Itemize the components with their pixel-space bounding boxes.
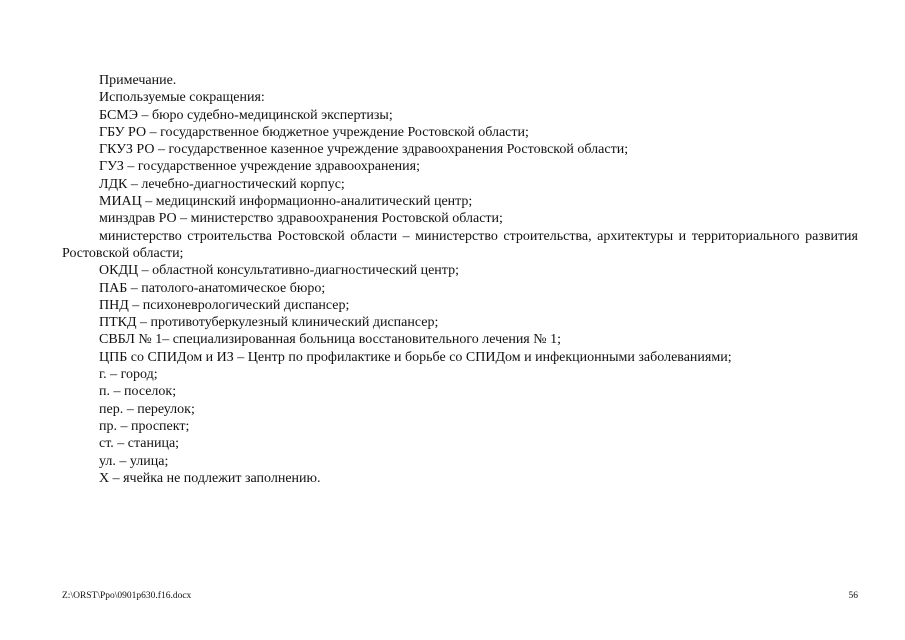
abbreviation-item: ГКУЗ РО – государственное казенное учреждение здравоохранения Ростовской области; [99, 142, 629, 158]
abbreviation-item: пер. – переулок; [99, 401, 195, 417]
abbreviation-item: п. – поселок; [99, 384, 177, 400]
footer-file-path: Z:\ORST\Ppo\0901p630.f16.docx [62, 591, 192, 601]
abbreviation-item: министерство строительства Ростовской области – министерство строительства, архитектуры и территориального развития Ростовской области; [62, 228, 858, 261]
abbreviation-item: Х – ячейка не подлежит заполнению. [99, 470, 321, 486]
abbreviations-intro: Используемые сокращения: [99, 90, 265, 106]
abbreviation-item: минздрав РО – министерство здравоохранения Ростовской области; [99, 211, 503, 227]
abbreviation-item: ЦПБ со СПИДом и ИЗ – Центр по профилактике и борьбе со СПИДом и инфекционными заболеваниями; [99, 349, 732, 365]
note-block [62, 72, 858, 487]
abbreviation-item: ГБУ РО – государственное бюджетное учреждение Ростовской области; [99, 124, 529, 140]
abbreviation-item: пр. – проспект; [99, 418, 190, 434]
abbreviation-item: СВБЛ № 1– специализированная больница восстановительного лечения № 1; [99, 332, 561, 348]
abbreviation-item: г. – город; [99, 367, 158, 383]
abbreviation-item: МИАЦ – медицинский информационно-аналитический центр; [99, 194, 473, 210]
abbreviation-item: ул. – улица; [99, 453, 169, 469]
abbreviation-item: БСМЭ – бюро судебно-медицинской экспертизы; [99, 107, 393, 123]
abbreviation-item: ЛДК – лечебно-диагностический корпус; [99, 176, 345, 192]
note-heading: Примечание. [99, 73, 177, 88]
abbreviation-item: ст. – станица; [99, 436, 180, 452]
abbreviation-item: ОКДЦ – областной консультативно-диагностический центр; [99, 263, 459, 279]
abbreviation-item: ГУЗ – государственное учреждение здравоохранения; [99, 159, 420, 175]
abbreviation-item: ПНД – психоневрологический диспансер; [99, 297, 350, 313]
abbreviation-item: ПАБ – патолого-анатомическое бюро; [99, 280, 326, 296]
abbreviation-item: ПТКД – противотуберкулезный клинический диспансер; [99, 315, 439, 331]
page-number: 56 [848, 591, 858, 601]
page-footer [62, 591, 858, 601]
